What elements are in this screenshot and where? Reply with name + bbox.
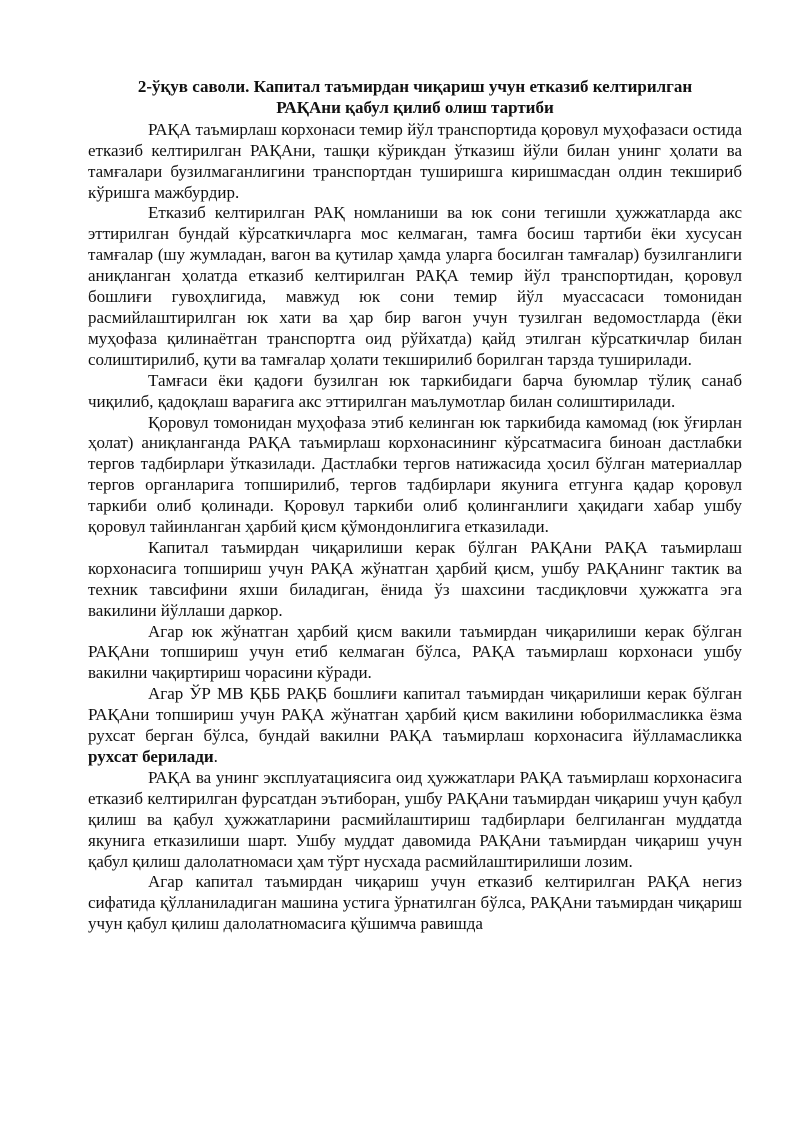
paragraph-text: РАҚА ва унинг эксплуатациясига оид ҳужжатлари РАҚА таъмирлаш корхонасига етказиб келтирилган фурсатдан эътиборан, ушбу РАҚАни таъмирдан чиқариш учун қабул қилиш ва қабул ҳужжатларини расмийлаштириш тадбирлари белгиланган муддатда якунига етказилиши шарт. Ушбу муддат давомида РАҚАни таъмирдан чиқариш учун қабул қилиш далолатномаси ҳам тўрт нусхада расмийлаштирилиши лозим. (88, 767, 742, 871)
paragraph-7 (88, 684, 742, 768)
paragraph-2 (88, 203, 742, 370)
paragraph-6 (88, 622, 742, 685)
paragraph-text: Агар ЎР МВ ҚББ РАҚБ бошлиғи капитал таъмирдан чиқарилиши керак бўлган РАҚАни топшириш учун РАҚА жўнатган ҳарбий қисм вакилини юборилмасликка ёзма рухсат берган бўлса, бундай вакилни РАҚА таъмирлаш корхонасига йўлламасликка (88, 684, 742, 746)
heading-line-1: 2-ўқув саволи. Капитал таъмирдан чиқариш учун етказиб келтирилган (137, 77, 693, 96)
paragraph-text: Капитал таъмирдан чиқарилиши керак бўлган РАҚАни РАҚА таъмирлаш корхонасига топшириш учун РАҚА жўнатган ҳарбий қисм, ушбу РАҚАнинг тактик ва техник тавсифини яхши биладиган, ёнида ўз шахсини тасдиқловчи ҳужжатга эга вакилини йўллаши даркор. (88, 537, 742, 620)
heading-line-2: РАҚАни қабул қилиб олиш тартиби (276, 97, 554, 117)
paragraph-9 (88, 872, 742, 935)
document-body (88, 77, 742, 935)
paragraph-text: Агар капитал таъмирдан чиқариш учун етказиб келтирилган РАҚА негиз сифатида қўлланиладиган машина устига ўрнатилган бўлса, РАҚАни таъмирдан чиқариш учун қабул қилиш далолатномасига қўшимча равишда (88, 872, 742, 934)
paragraph-text: РАҚА таъмирлаш корхонаси темир йўл транспортида қоровул муҳофазаси остида етказиб келтирилган РАҚАни, ташқи кўрикдан ўтказиш йўли билан унинг ҳолати ва тамғалари бузилмаганлигини транспортдан туширишга киришмасдан олдин текшириб кўришга мажбурдир. (88, 119, 742, 202)
paragraph-4 (88, 413, 742, 538)
bold-phrase: рухсат берилади (88, 747, 214, 766)
paragraph-text: Тамғаси ёки қадоғи бузилган юк таркибидаги барча буюмлар тўлиқ санаб чиқилиб, қадоқлаш варағига акс эттирилган маълумотлар билан солиштирилади. (88, 370, 742, 411)
paragraph-3 (88, 371, 742, 413)
paragraph-1 (88, 120, 742, 204)
paragraph-text: Агар юк жўнатган ҳарбий қисм вакили таъмирдан чиқарилиши керак бўлган РАҚАни топшириш учун етиб келмаган бўлса, РАҚА таъмирлаш корхонаси ушбу вакилни чақиртириш чорасини кўради. (88, 621, 742, 683)
paragraph-tail: . (213, 747, 218, 766)
paragraph-5 (88, 538, 742, 622)
paragraph-text: Қоровул томонидан муҳофаза этиб келинган юк таркибида камомад (юк ўғирлан ҳолат) аниқланганда РАҚА таъмирлаш корхонасининг кўрсатмасига биноан дастлабки тергов тадбирлари ўтказилади. Дастлабки тергов натижасида ҳосил бўлган материаллар тергов органларига топширилиб, тергов тадбирлари якунига етгунга қадар қоровул таркиби олиб қолинади. Қоровул таркиби олиб қолинганлиги ҳақидаги хабар ушбу қоровул тайинланган ҳарбий қисм қўмондонлигига етказилади. (88, 412, 742, 537)
paragraph-text: Етказиб келтирилган РАҚ номланиши ва юк сони тегишли ҳужжатларда акс эттирилган бундай кўрсаткичларга мос келмаган, тамға босиш тартиби ёки хусусан тамғалар (шу жумладан, вагон ва қутилар ҳамда уларга босилган тамғалар) бузилганлиги аниқланган ҳолатда етказиб келтирилган РАҚА темир йўл транспортидан, қоровул бошлиғи гувоҳлигида, мавжуд юк сони темир йўл муассасаси томонидан расмийлаштирилган юк хати ва ҳар бир вагон учун тузилган ведомостларда (ёки муҳофаза қилинаётган транспортга оид рўйхатда) қайд этилган кўрсаткичлар билан солиштирилиб, қути ва тамғалар ҳолати текширилиб борилган тарзда туширилади. (88, 203, 742, 369)
section-heading (88, 77, 742, 119)
paragraph-8 (88, 768, 742, 873)
